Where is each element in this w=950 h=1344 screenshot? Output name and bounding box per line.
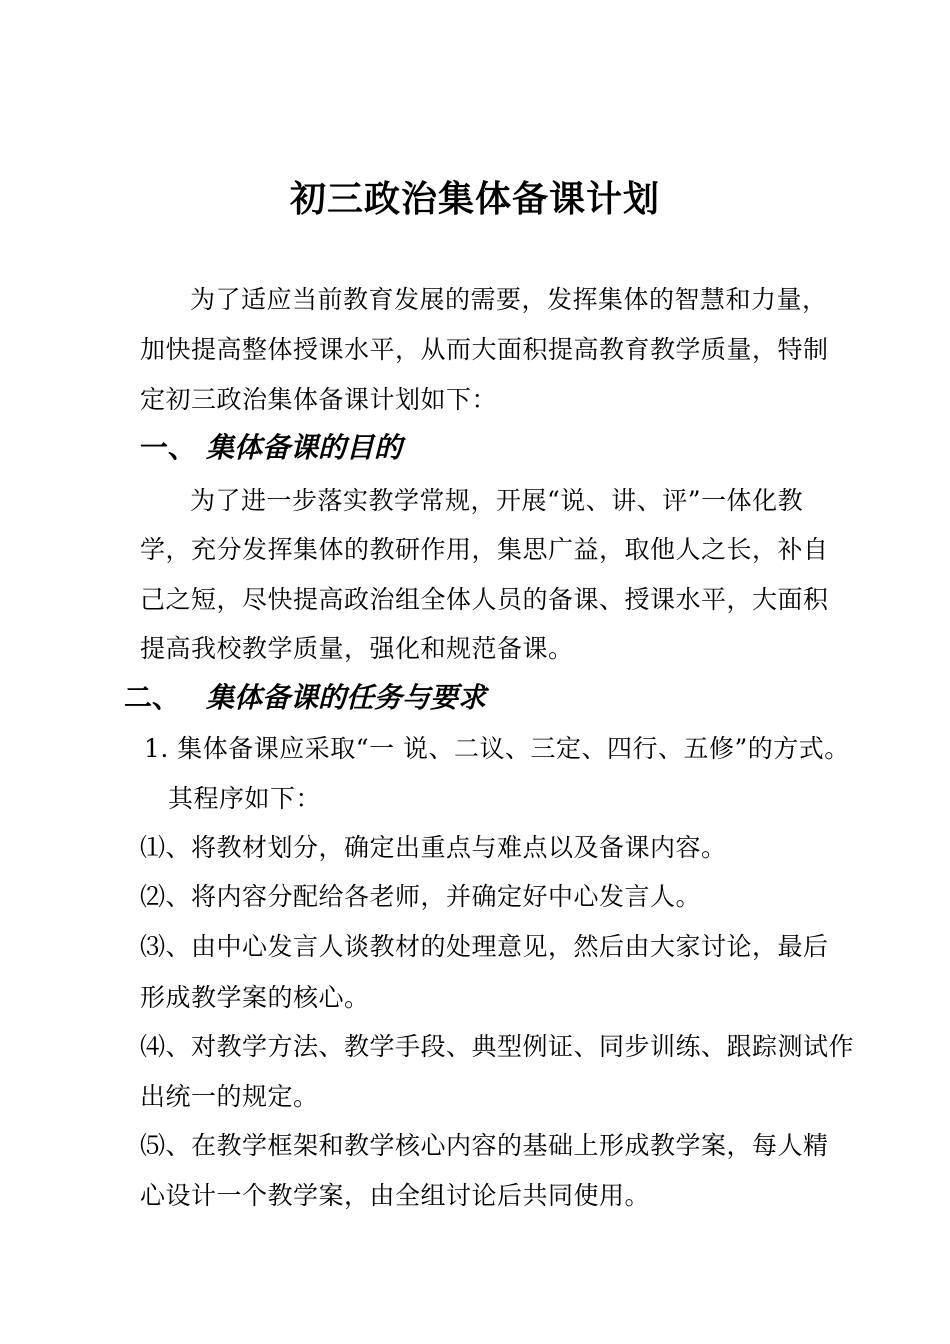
list-item: ⑴、将教材划分，确定出重点与难点以及备课内容。 — [140, 833, 727, 862]
list-item: ⑵、将内容分配给各老师，并确定好中心发言人。 — [140, 882, 702, 911]
section-heading-1 — [140, 428, 540, 468]
section-number: 一、 — [140, 431, 197, 464]
list-item: ⑷、对教学方法、教学手段、典型例证、同步训练、跟踪测试作 — [140, 1032, 855, 1061]
intro-line: 定初三政治集体备课计划如下： — [140, 385, 498, 414]
list-item: 其程序如下： — [168, 784, 322, 813]
document-title: 初三政治集体备课计划 — [289, 178, 660, 220]
list-item: 心设计一个教学案，由全组讨论后共同使用。 — [140, 1181, 651, 1210]
intro-line: 为了适应当前教育发展的需要，发挥集体的智慧和力量， — [190, 285, 828, 314]
section-heading-2 — [124, 678, 624, 718]
paragraph-line: 为了进一步落实教学常规，开展“说、讲、评”一体化教 — [190, 486, 804, 515]
list-item: 1. 集体备课应采取“一 说、二议、三定、四行、五修”的方式。 — [144, 734, 850, 763]
intro-line: 加快提高整体授课水平，从而大面积提高教育教学质量，特制 — [140, 335, 829, 364]
paragraph-line: 己之短，尽快提高政治组全体人员的备课、授课水平，大面积 — [140, 585, 829, 614]
list-item: ⑸、在教学框架和教学核心内容的基础上形成教学案，每人精 — [140, 1131, 829, 1160]
list-item: 形成教学案的核心。 — [140, 983, 370, 1012]
section-title: 集体备课的任务与要求 — [206, 681, 487, 714]
paragraph-line: 提高我校教学质量，强化和规范备课。 — [140, 634, 574, 663]
list-item: 出统一的规定。 — [140, 1082, 319, 1111]
section-number: 二、 — [124, 681, 181, 714]
list-item: ⑶、由中心发言人谈教材的处理意见，然后由大家讨论，最后 — [140, 932, 829, 961]
paragraph-line: 学，充分发挥集体的教研作用，集思广益，取他人之长，补自 — [140, 535, 829, 564]
section-title: 集体备课的目的 — [206, 431, 403, 464]
